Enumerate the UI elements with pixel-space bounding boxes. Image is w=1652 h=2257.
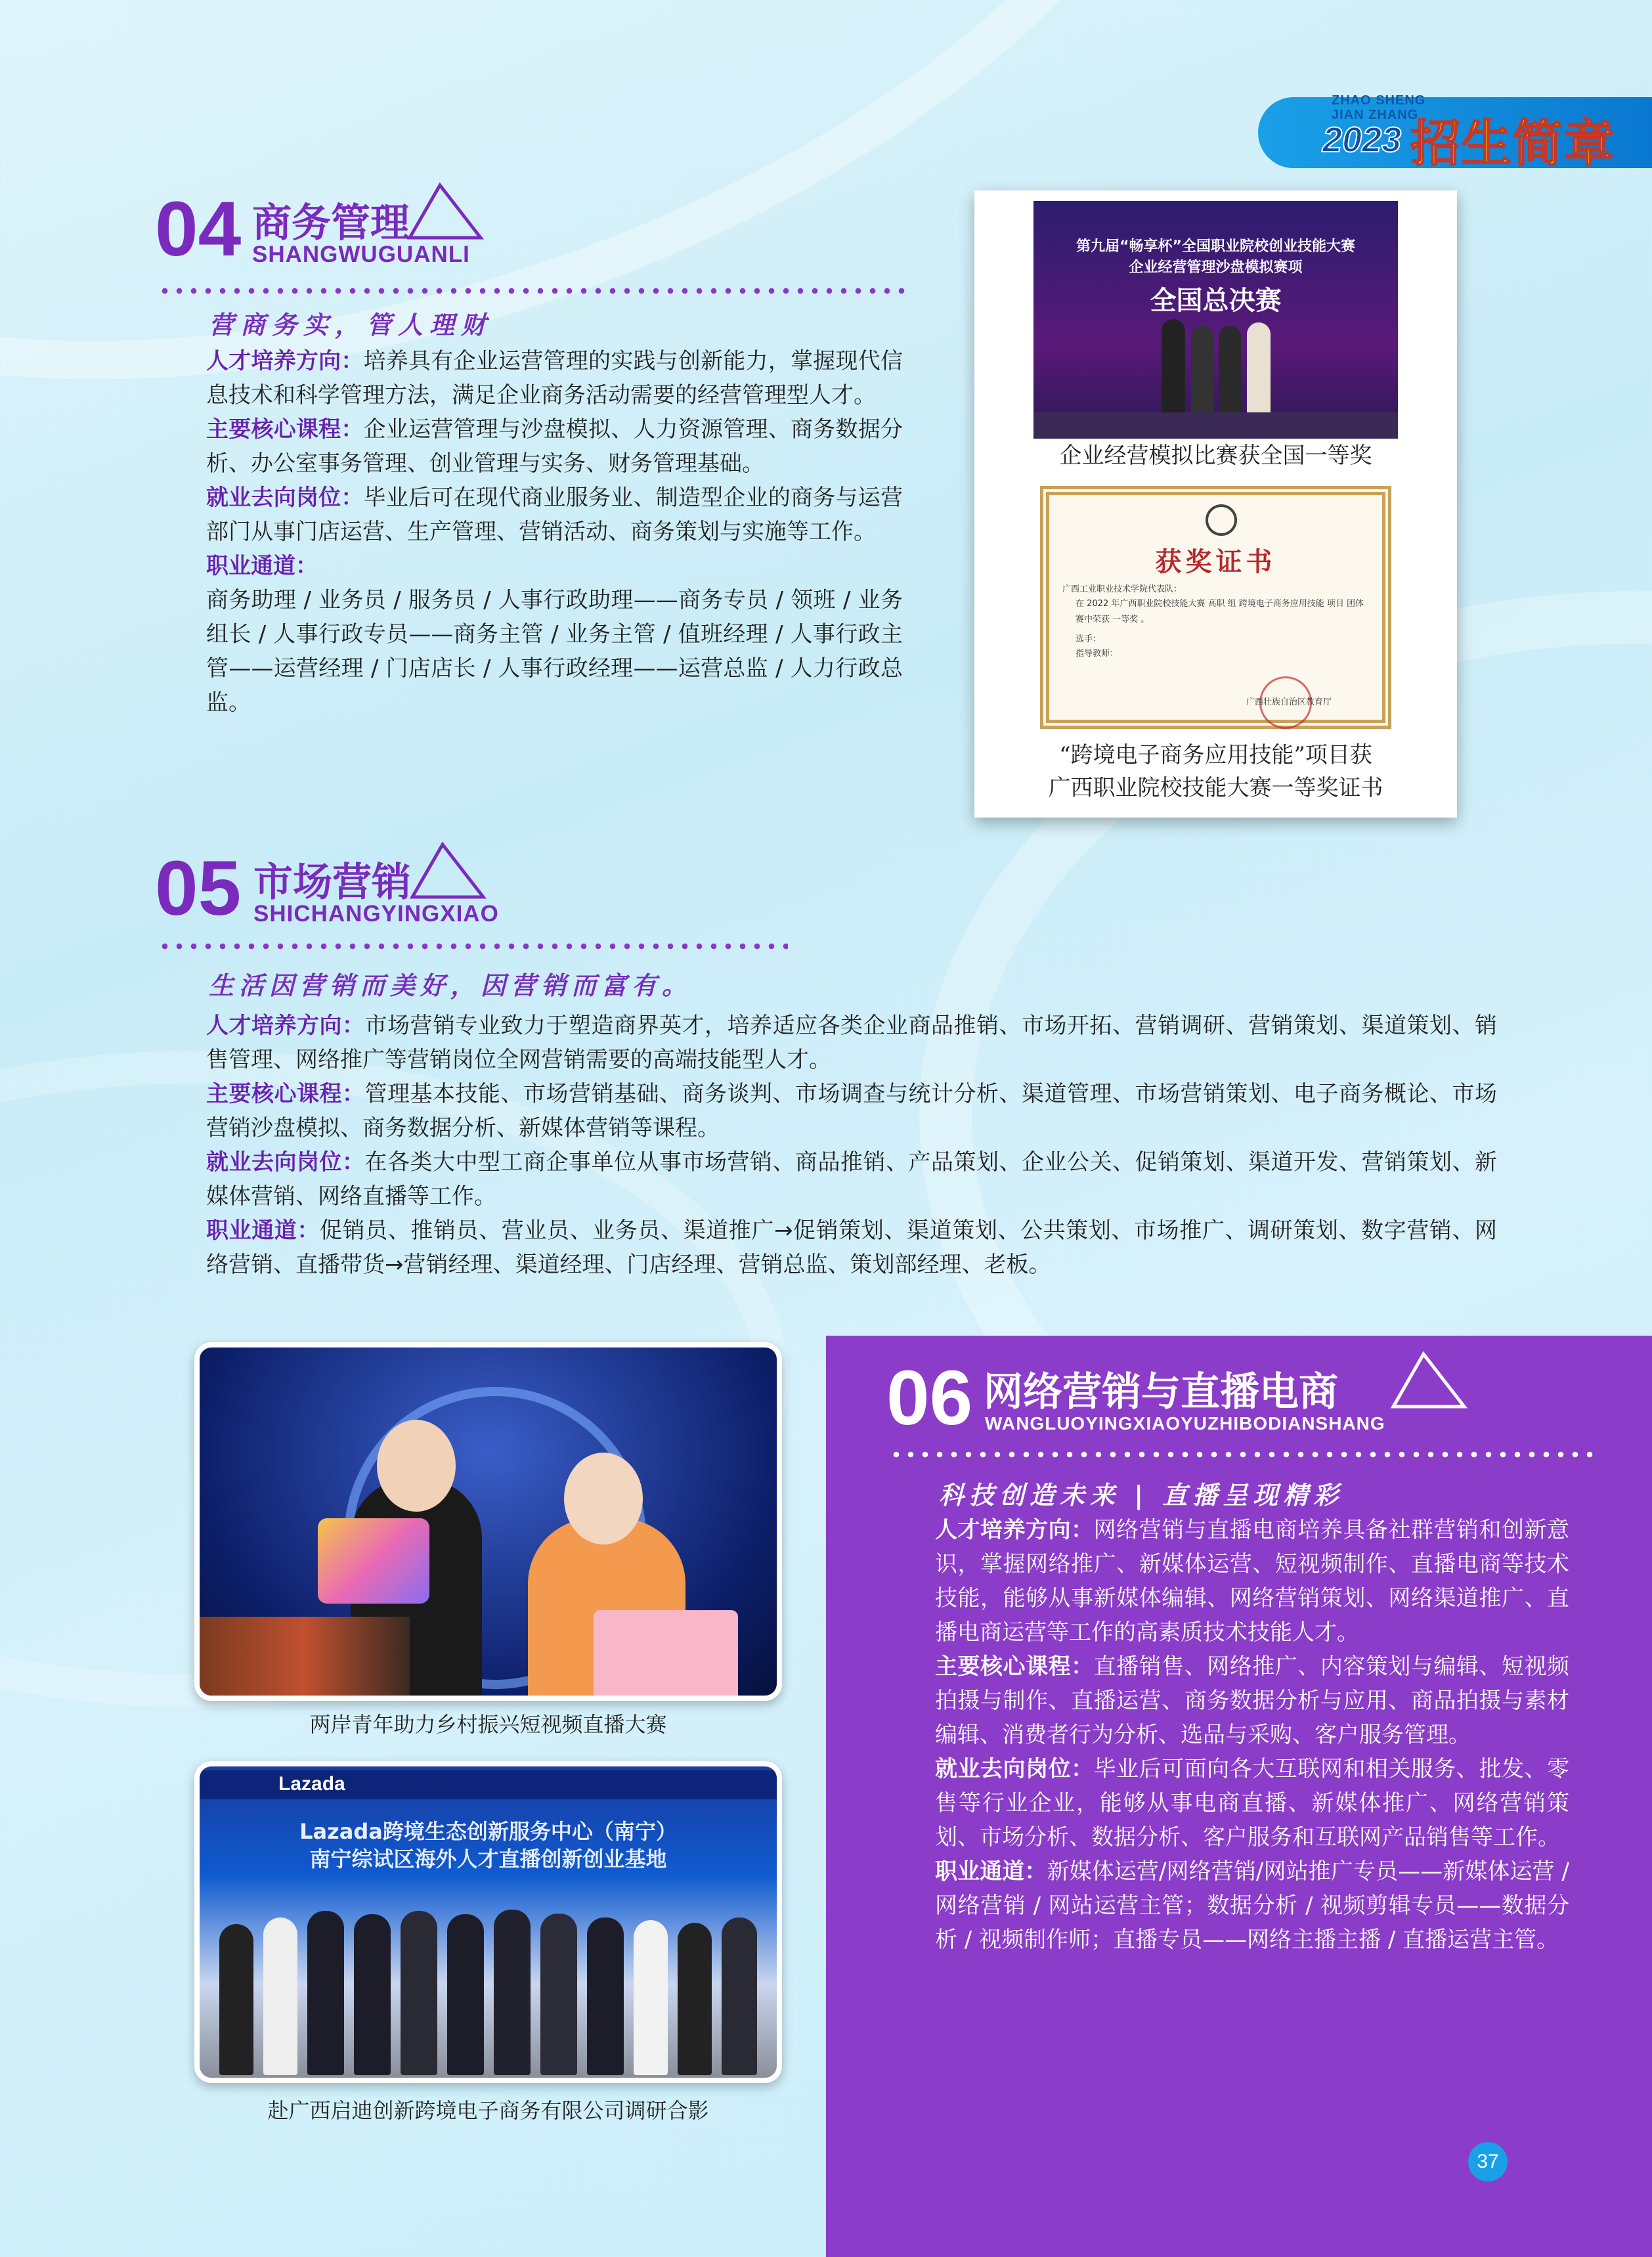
awards-card xyxy=(974,190,1457,818)
section-06-body xyxy=(886,1513,1569,1957)
text-paragraph: 职业通道：促销员、推销员、营业员、业务员、渠道推广→促销策划、渠道策划、公共策划、市场推广、调研策划、数字营销、网络营销、直播带货→营销经理、渠道经理、门店经理、营销总监、策划部经理、老板。 xyxy=(206,1217,1498,1278)
section-title: 市场营销 xyxy=(253,860,411,906)
person-face xyxy=(564,1453,643,1545)
person-figure xyxy=(494,1910,531,2075)
person-figure xyxy=(587,1917,624,2075)
photo-banner-text: 全国总决赛 xyxy=(1150,286,1282,316)
section-slogan: 生活因营销而美好，因营销而富有。 xyxy=(209,971,693,1000)
text-paragraph: 商务助理 / 业务员 / 服务员 / 人事行政助理——商务专员 / 领班 / 业务组长 / 人事行政专员——商务主管 / 业务主管 / 值班经理 / 人事行政主管——运营经理 / 门店店长 / 人事行政经理——运营总监 / 人力行政总监。 xyxy=(206,587,903,716)
section-04-heading xyxy=(155,186,943,276)
product-table xyxy=(200,1617,410,1696)
text-paragraph: 职业通道：新媒体运营/网络营销/网站推广专员——新媒体运营 / 网络营销 / 网站运营主管；数据分析 / 视频剪辑专员——数据分析 / 视频制作师；直播专员——网络主播主播 / 直播运营主管。 xyxy=(935,1858,1570,1953)
photo-caption: 赴广西启迪创新跨境电子商务有限公司调研合影 xyxy=(267,2098,709,2123)
certificate-text: 选手： xyxy=(1076,634,1102,644)
section-pinyin: WANGLUOYINGXIAOYUZHIBODIANSHANG xyxy=(985,1413,1385,1434)
page-number: 37 xyxy=(1468,2142,1508,2181)
product-box xyxy=(318,1518,429,1604)
text-paragraph: 就业去向岗位：毕业后可面向各大互联网和相关服务、批发、零售等行业企业，能够从事电商直播、新媒体推广、网络营销策划、市场分析、数据分析、客户服务和互联网产品销售等工作。 xyxy=(935,1756,1570,1851)
photo-banner-text: 第九届“畅享杯”全国职业院校创业技能大赛 xyxy=(1076,238,1355,255)
person-figure xyxy=(401,1911,437,2075)
person-figure xyxy=(1162,319,1185,424)
text-paragraph: 人才培养方向：网络营销与直播电商培养具备社群营销和创新意识，掌握网络推广、新媒体运营、短视频制作、直播电商等技术技能，能够从事新媒体编辑、网络营销策划、网络渠道推广、直播电商运营等工作的高素质技术技能人才。 xyxy=(935,1517,1570,1646)
stage-floor xyxy=(1033,412,1398,439)
dotted-divider xyxy=(158,943,788,950)
triangle-icon xyxy=(407,181,486,240)
section-04-body xyxy=(158,344,903,720)
section-pinyin: SHICHANGYINGXIAO xyxy=(253,901,499,927)
award-certificate xyxy=(1040,486,1391,729)
person-figure xyxy=(722,1917,757,2075)
section-number: 06 xyxy=(886,1355,973,1441)
section-05-heading xyxy=(155,845,943,935)
certificate-issuer: 广西壮族自治区教育厅 xyxy=(1246,697,1332,707)
text-paragraph: 主要核心课程：企业运营管理与沙盘模拟、人力资源管理、商务数据分析、办公室事务管理、创业管理与实务、财务管理基础。 xyxy=(206,416,903,477)
certificate-text: 在 2022 年广西职业院校技能大赛 高职 组 跨境电子商务应用技能 项目 团体 赛中荣获 一等奖 。 xyxy=(1076,599,1364,625)
person-figure xyxy=(540,1914,577,2075)
person-figure xyxy=(219,1924,253,2075)
award-stage-photo xyxy=(1033,201,1398,439)
livestream-contest-photo xyxy=(194,1342,782,1701)
text-paragraph: 就业去向岗位：毕业后可在现代商业服务业、制造型企业的商务与运营部门从事门店运营、生产管理、营销活动、商务策划与实施等工作。 xyxy=(206,485,903,545)
group-visit-photo xyxy=(194,1761,782,2083)
section-number: 04 xyxy=(155,186,242,273)
banner-text: 南宁综试区海外人才直播创新创业基地 xyxy=(309,1847,667,1872)
header-year: 2023 xyxy=(1322,120,1402,160)
person-figure xyxy=(678,1923,712,2075)
text-paragraph: 人才培养方向：培养具有企业运营管理的实践与创新能力，掌握现代信息技术和科学管理方法，满足企业商务活动需要的经营管理型人才。 xyxy=(206,348,903,408)
text-paragraph: 职业通道： xyxy=(206,553,318,579)
brochure-header-badge xyxy=(1258,93,1652,173)
lazada-logo: Lazada xyxy=(278,1773,345,1795)
section-05-body xyxy=(158,1009,1497,1282)
photo-caption: “跨境电子商务应用技能”项目获 xyxy=(1059,742,1372,768)
banner-text: Lazada跨境生态创新服务中心（南宁） xyxy=(299,1819,677,1844)
person-figure xyxy=(263,1917,297,2075)
triangle-icon xyxy=(1391,1350,1469,1409)
person-figure xyxy=(447,1914,484,2075)
text-paragraph: 人才培养方向：市场营销专业致力于塑造商界英才，培养适应各类企业商品推销、市场开拓、营销调研、营销策划、渠道策划、销售管理、网络推广等营销岗位全网营销需要的高端技能型人才。 xyxy=(206,1013,1497,1073)
section-title: 网络营销与直播电商 xyxy=(984,1369,1338,1415)
person-figure xyxy=(1247,322,1271,424)
person-figure xyxy=(634,1920,668,2075)
photo-caption: 企业经营模拟比赛获全国一等奖 xyxy=(1059,443,1372,469)
section-slogan: 营商务实，管人理财 xyxy=(209,310,493,340)
section-title: 商务管理 xyxy=(252,200,410,246)
person-figure xyxy=(354,1914,391,2075)
section-06-panel xyxy=(826,1336,1652,2257)
product-box xyxy=(594,1610,738,1701)
photo-caption: 广西职业院校技能大赛一等奖证书 xyxy=(1048,775,1383,801)
person-figure xyxy=(307,1911,344,2075)
section-number: 05 xyxy=(155,845,242,932)
text-paragraph: 主要核心课程：管理基本技能、市场营销基础、商务谈判、市场调查与统计分析、渠道管理、市场营销策划、电子商务概论、市场营销沙盘模拟、商务数据分析、新媒体营销等课程。 xyxy=(206,1081,1497,1141)
person-figure xyxy=(1191,326,1213,424)
header-title: 招生简章 xyxy=(1410,114,1615,173)
section-pinyin: SHANGWUGUANLI xyxy=(252,242,470,267)
text-paragraph: 就业去向岗位：在各类大中型工商企事单位从事市场营销、商品推销、产品策划、企业公关、促销策划、渠道开发、营销策划、新媒体营销、网络直播等工作。 xyxy=(206,1149,1497,1210)
section-06-heading xyxy=(886,1355,1609,1445)
section-slogan: 科技创造未来 | 直播呈现精彩 xyxy=(939,1480,1344,1510)
certificate-text: 指导教师： xyxy=(1076,649,1119,659)
dotted-divider xyxy=(889,1451,1598,1458)
photo-banner-text: 企业经营管理沙盘模拟赛项 xyxy=(1129,259,1303,276)
group-people xyxy=(219,1898,757,2075)
triangle-icon xyxy=(410,841,489,900)
photo-caption: 两岸青年助力乡村振兴短视频直播大赛 xyxy=(309,1712,667,1737)
person-figure xyxy=(1219,326,1241,424)
header-pinyin: ZHAO SHENG JIAN ZHANG xyxy=(1332,93,1426,122)
text-paragraph: 主要核心课程：直播销售、网络推广、内容策划与编辑、短视频拍摄与制作、直播运营、商务数据分析与应用、商品拍摄与素材编辑、消费者行为分析、选品与采购、客户服务管理。 xyxy=(935,1654,1570,1748)
person-face xyxy=(377,1420,456,1512)
certificate-text: 广西工业职业技术学院代表队： xyxy=(1062,584,1183,594)
certificate-title: 获奖证书 xyxy=(1155,547,1276,577)
emblem-icon xyxy=(1206,504,1237,536)
dotted-divider xyxy=(158,288,913,294)
